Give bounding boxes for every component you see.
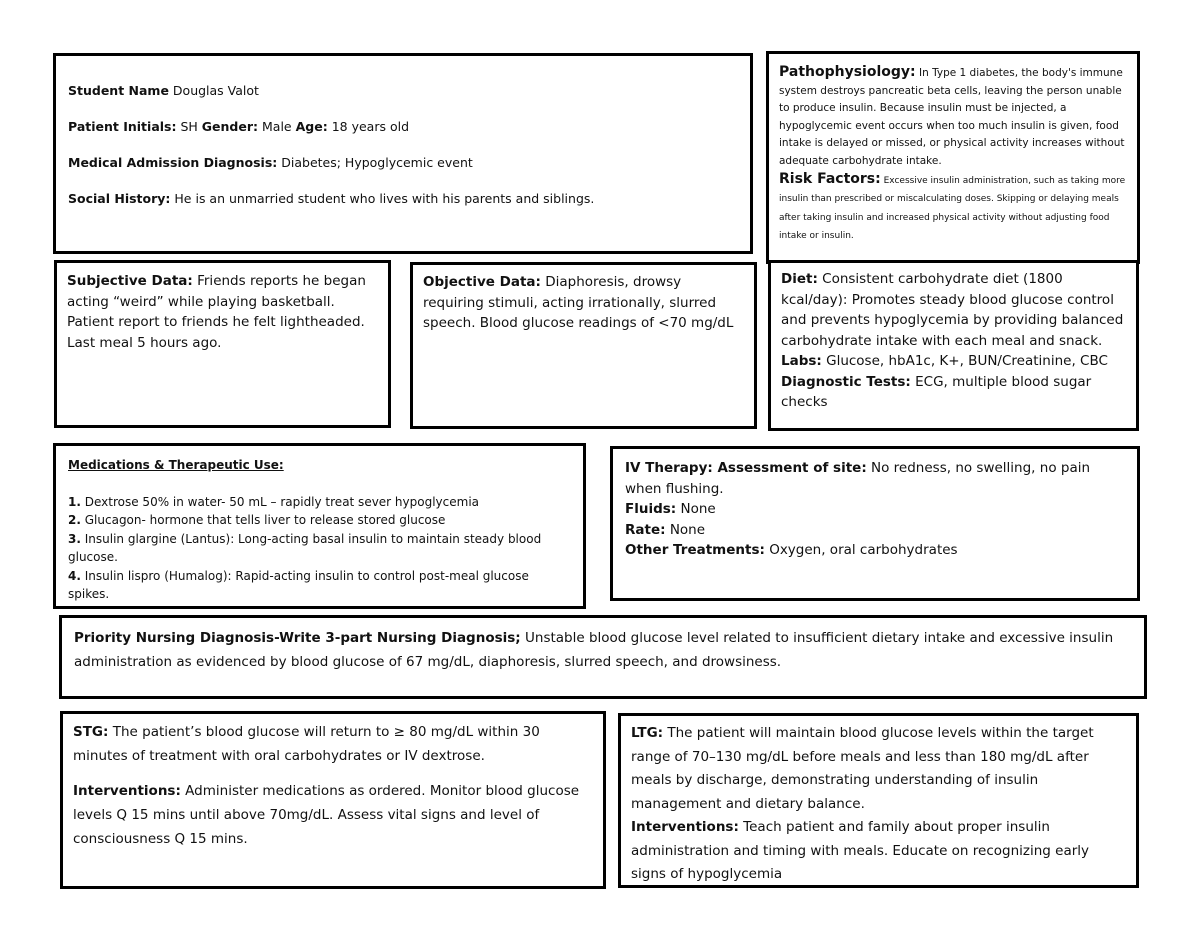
student-info-box (53, 53, 753, 254)
medication-item: 4. Insulin lispro (Humalog): Rapid-acting insulin to control post-meal glucose spikes. (68, 568, 529, 601)
short-term-goal-box (60, 711, 606, 889)
medications-title: Medications & Therapeutic Use: (68, 458, 284, 472)
iv-site-assessment: IV Therapy: Assessment of site: No redness, no swelling, no pain when flushing. (625, 460, 1091, 497)
labs-section: Labs: Glucose, hbA1c, K+, BUN/Creatinine, CBC (781, 353, 1108, 369)
other-treatments: Other Treatments: Oxygen, oral carbohydrates (625, 542, 958, 558)
iv-therapy-box (610, 446, 1140, 601)
social-history-line: Social History: He is an unmarried student who lives with his parents and siblings. (68, 191, 595, 206)
risk-factors-section: Risk Factors: Excessive insulin administration, such as taking more insulin than prescribed or miscalculating doses. Skipping or delaying meals after taking insulin and increased physical activity without adjusting food intake or insulin. (779, 171, 1126, 242)
ltg-section: LTG: The patient will maintain blood glucose levels within the target range of 70–130 mg/dL before meals and less than 180 mg/dL after meals by discharge, demonstrating understanding of insulin management and dietary balance. (631, 725, 1094, 812)
pathophysiology-box (766, 51, 1140, 264)
ltg-interventions: Interventions: Teach patient and family about proper insulin administration and timing with meals. Educate on recognizing early signs of hypoglycemia (631, 819, 1090, 882)
patient-demographics-line: Patient Initials: SH Gender: Male Age: 18 years old (68, 119, 410, 134)
iv-fluids: Fluids: None (625, 501, 716, 517)
medication-item: 1. Dextrose 50% in water- 50 mL – rapidly treat sever hypoglycemia (68, 494, 480, 509)
medication-item: 3. Insulin glargine (Lantus): Long-acting basal insulin to maintain steady blood glucose. (68, 531, 542, 564)
diet-section: Diet: Consistent carbohydrate diet (1800 kcal/day): Promotes steady blood glucose control and prevents hypoglycemia by providing balanced carbohydrate intake with each meal and snack. (781, 271, 1124, 349)
long-term-goal-box (618, 713, 1139, 888)
priority-nursing-diagnosis-box: Priority Nursing Diagnosis-Write 3-part Nursing Diagnosis; Unstable blood glucose level related to insufficient dietary intake and excessive insulin administration as evidenced by blood glucose of 67 mg/dL, diaphoresis, slurred speech, and drowsiness. (59, 615, 1147, 699)
diet-labs-box (768, 260, 1139, 431)
student-name-line: Student Name Douglas Valot (68, 83, 259, 98)
stg-section: STG: The patient’s blood glucose will return to ≥ 80 mg/dL within 30 minutes of treatment with oral carbohydrates or IV dextrose. (73, 724, 540, 764)
admission-diagnosis-line: Medical Admission Diagnosis: Diabetes; Hypoglycemic event (68, 155, 473, 170)
diagnostic-tests-section: Diagnostic Tests: ECG, multiple blood sugar checks (781, 373, 1092, 410)
stg-interventions: Interventions: Administer medications as ordered. Monitor blood glucose levels Q 15 mins until above 70mg/dL. Assess vital signs and level of consciousness Q 15 mins. (73, 783, 580, 847)
iv-rate: Rate: None (625, 521, 706, 538)
subjective-data-box: Subjective Data: Friends reports he began acting “weird” while playing basketball. Patient report to friends he felt lightheaded. Last meal 5 hours ago. (54, 260, 391, 428)
pathophysiology-section: Pathophysiology: In Type 1 diabetes, the body's immune system destroys pancreatic beta cells, leaving the person unable to produce insulin. Because insulin must be injected, a hypoglycemic event occurs when too much insulin is given, food intake is delayed or missed, or physical activity increases without adequate carbohydrate intake. (779, 64, 1125, 167)
objective-data-box: Objective Data: Diaphoresis, drowsy requiring stimuli, acting irrationally, slurred speech. Blood glucose readings of <70 mg/dL (410, 262, 757, 429)
medications-box (53, 443, 586, 609)
medication-item: 2. Glucagon- hormone that tells liver to release stored glucose (68, 513, 446, 527)
